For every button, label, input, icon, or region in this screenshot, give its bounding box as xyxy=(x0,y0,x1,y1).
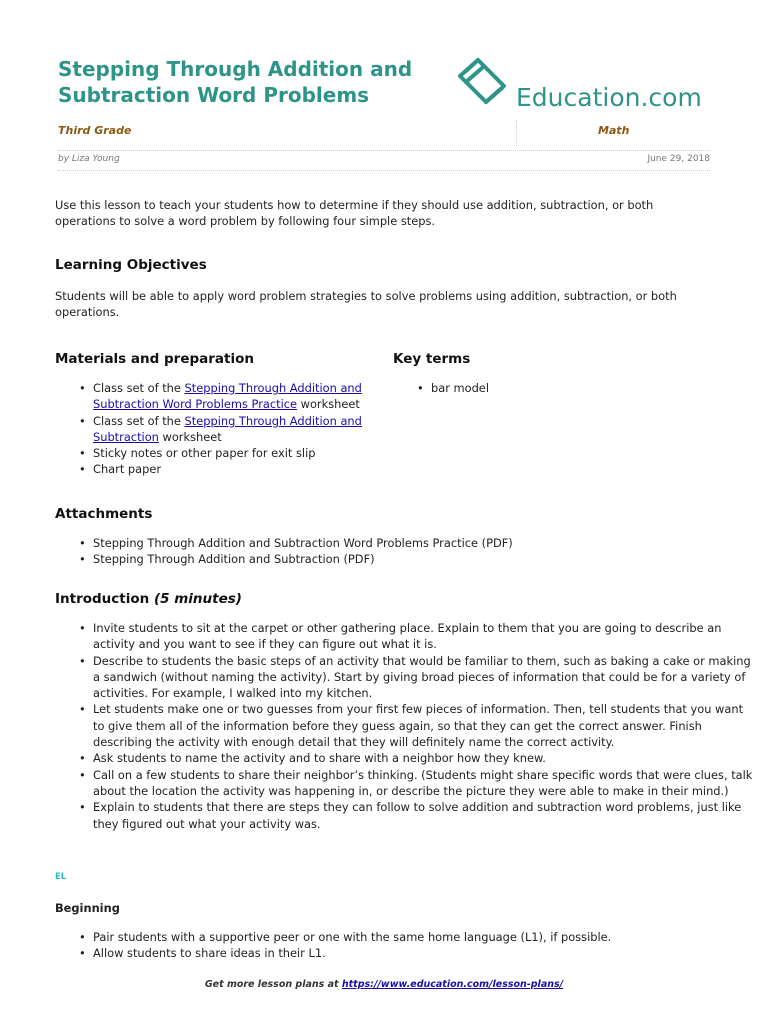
list-item: • bar model xyxy=(431,380,731,396)
lesson-plans-link[interactable]: https://www.education.com/lesson-plans/ xyxy=(341,979,564,990)
introduction-duration: (5 minutes) xyxy=(153,591,242,607)
title-line-1: Stepping Through Addition and xyxy=(58,57,413,81)
page-title xyxy=(58,56,458,108)
introduction-list xyxy=(55,620,753,832)
stepping-worksheet-link[interactable]: Stepping Through Addition and Subtraction xyxy=(93,413,362,444)
title-line-2: Subtraction Word Problems xyxy=(58,83,370,107)
education-logo[interactable] xyxy=(456,56,716,112)
attachment-item[interactable]: • Stepping Through Addition and Subtraction (PDF) xyxy=(93,551,753,567)
attachments-heading: Attachments xyxy=(55,506,153,522)
key-terms-list xyxy=(393,380,731,396)
list-item: • Let students make one or two guesses from your first few pieces of information. Then, tell students that you want to give them all of the information before they guess again, so that they can get the correct answer. Finish describing the activity with enough detail that they will definitely name the correct activity. xyxy=(93,701,753,750)
list-item: • Describe to students the basic steps of an activity that would be familiar to them, such as baking a cake or making a sandwich (without naming the activity). Start by giving broad pieces of information that could be for a variety of activities. For example, I walked into my kitchen. xyxy=(93,653,753,702)
list-item: • Class set of the Stepping Through Addition and Subtraction Word Problems Practice worksheet xyxy=(93,380,413,413)
meta-divider xyxy=(516,120,517,146)
introduction-heading: Introduction (5 minutes) xyxy=(55,591,242,607)
footer xyxy=(0,979,768,990)
list-item: • Explain to students that there are steps they can follow to solve addition and subtraction word problems, just like they figured out what your activity was. xyxy=(93,799,753,832)
list-item: • Pair students with a supportive peer or one with the same home language (L1), if possible. xyxy=(93,929,753,945)
list-item: • Call on a few students to share their neighbor’s thinking. (Students might share specific words that were clues, talk about the location the activity was happening in, or describe the picture they were able to make in their mind.) xyxy=(93,767,753,800)
attachment-item[interactable]: • Stepping Through Addition and Subtraction Word Problems Practice (PDF) xyxy=(93,535,753,551)
logo-text: Education.com xyxy=(516,83,702,112)
list-item: • Chart paper xyxy=(93,461,413,477)
learning-objectives-heading: Learning Objectives xyxy=(55,257,207,273)
logo-icon xyxy=(456,56,518,108)
lesson-summary: Use this lesson to teach your students how to determine if they should use addition, subtraction, or both operations to solve a word problem by following four simple steps. xyxy=(55,198,654,228)
meta-grade-subject xyxy=(58,118,710,151)
practice-worksheet-link[interactable]: Stepping Through Addition and Subtraction Word Problems Practice xyxy=(93,381,362,412)
list-item: • Sticky notes or other paper for exit slip xyxy=(93,445,413,461)
materials-list xyxy=(55,380,413,478)
key-terms-heading: Key terms xyxy=(393,351,471,367)
attachments-list xyxy=(55,535,753,568)
subject-label: Math xyxy=(598,124,630,137)
publish-date: June 29, 2018 xyxy=(647,154,710,164)
beginning-list xyxy=(55,929,753,962)
learning-objectives-text: Students will be able to apply word problem strategies to solve problems using addition, subtraction, or both operations. xyxy=(55,289,677,319)
materials-heading: Materials and preparation xyxy=(55,351,254,367)
el-label: EL xyxy=(55,872,67,882)
author: by Liza Young xyxy=(58,154,120,164)
footer-text: Get more lesson plans at xyxy=(204,979,342,990)
beginning-heading: Beginning xyxy=(55,901,120,915)
list-item: • Ask students to name the activity and to share with a neighbor how they knew. xyxy=(93,750,753,766)
list-item: • Allow students to share ideas in their L1. xyxy=(93,945,753,961)
list-item: • Class set of the Stepping Through Addition and Subtraction worksheet xyxy=(93,413,413,446)
list-item: • Invite students to sit at the carpet or other gathering place. Explain to them that you are going to describe an activity and you want to see if they can figure out what it is. xyxy=(93,620,753,653)
grade-label: Third Grade xyxy=(58,124,132,137)
meta-author-date xyxy=(58,152,710,171)
